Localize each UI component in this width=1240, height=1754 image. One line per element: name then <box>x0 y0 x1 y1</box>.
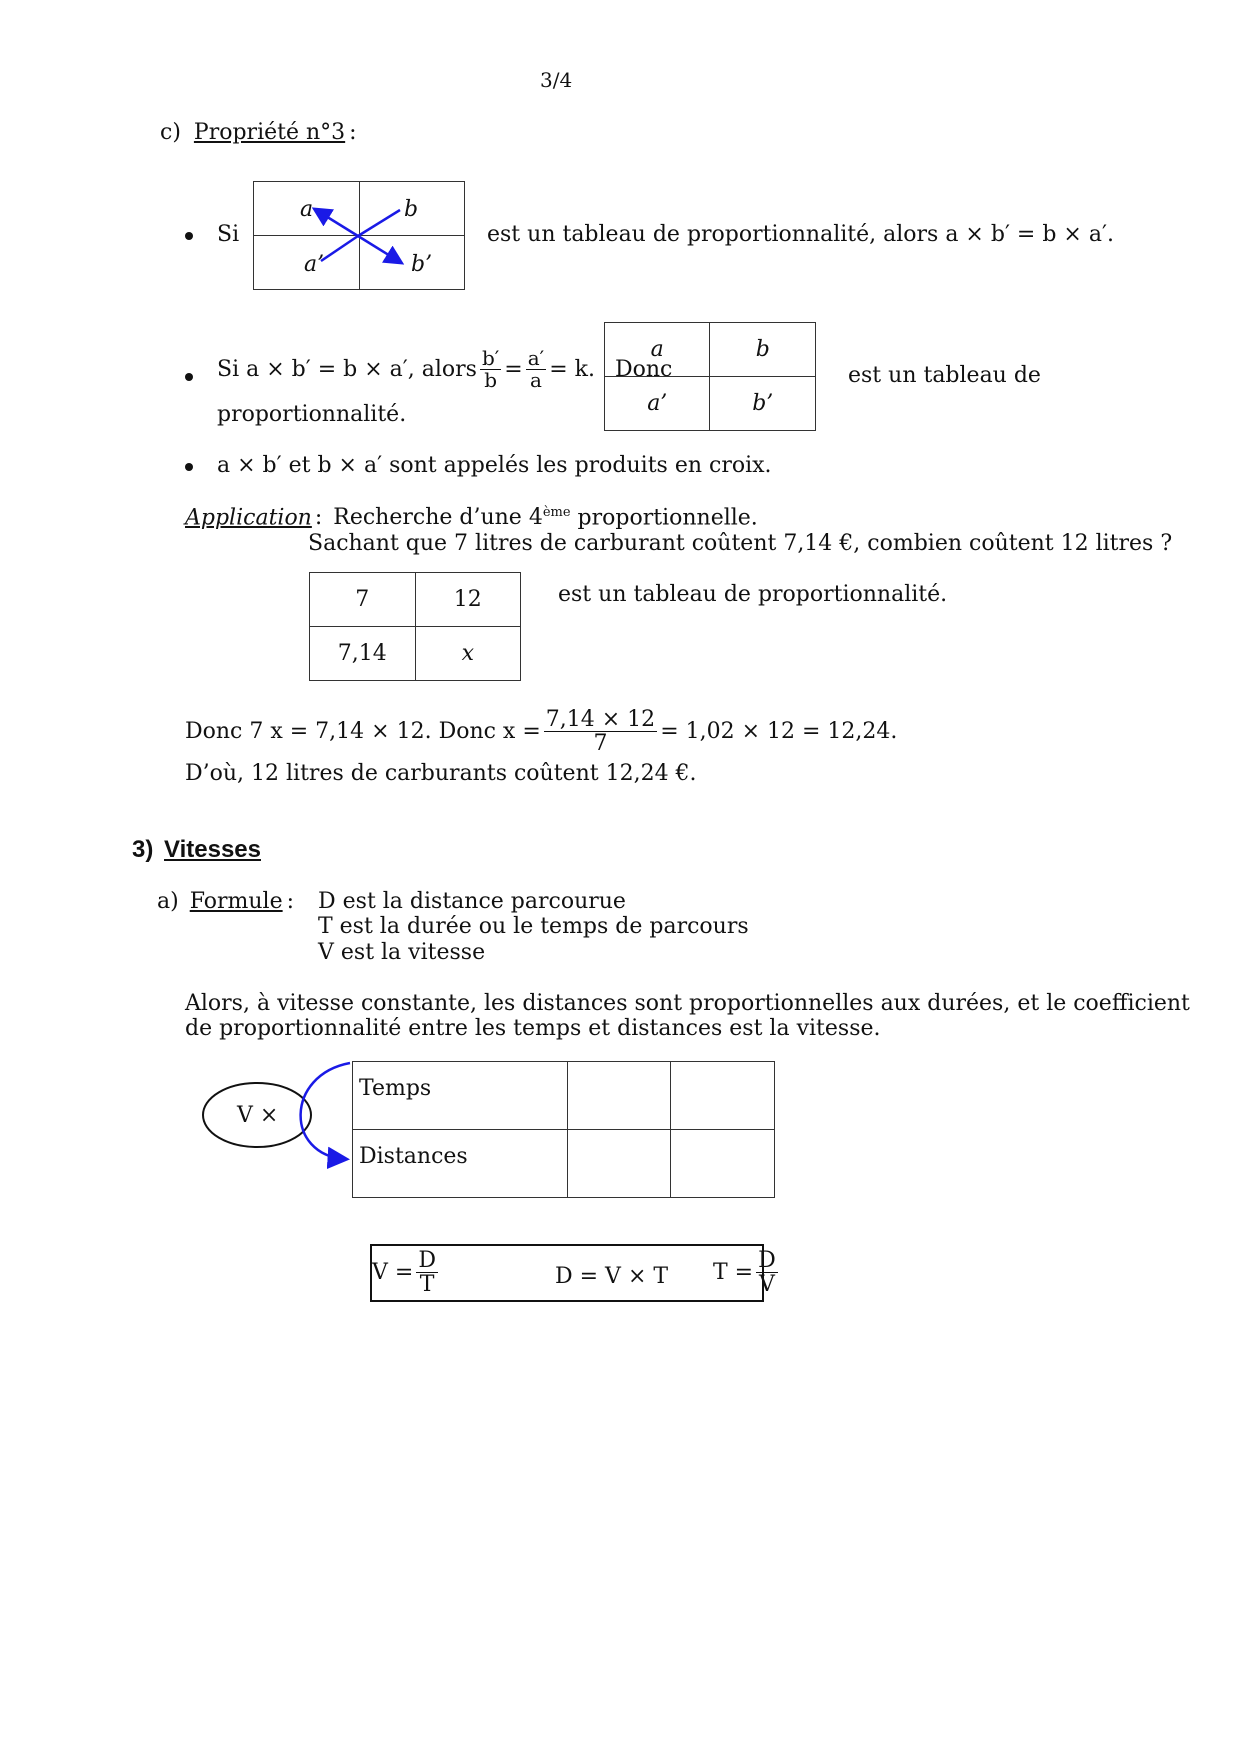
formula-t-fraction <box>756 1249 778 1296</box>
calc-line <box>185 708 897 755</box>
fuel-r2c2: x <box>415 627 520 681</box>
bullet2-donc: Donc <box>614 357 673 382</box>
fuel-r1c1: 7 <box>310 573 416 627</box>
calc-fraction <box>544 708 657 755</box>
cross-b-prime: b’ <box>411 252 433 277</box>
formule-title: Formule <box>189 889 283 914</box>
application-label: Application <box>185 505 312 531</box>
fuel-r1c2: 12 <box>415 573 520 627</box>
prop3-heading <box>160 120 357 145</box>
formule-heading <box>157 889 294 914</box>
application-question: Sachant que 7 litres de carburant coûtent 7,14 €, combien coûtent 12 litres ? <box>308 531 1173 556</box>
bullet-dot-3 <box>185 463 193 471</box>
fuel-table <box>309 572 521 681</box>
fuel-table-text: est un tableau de proportionnalité. <box>558 582 948 607</box>
formula-v-pre: V = <box>372 1260 414 1286</box>
speed-cell-empty-3 <box>567 1130 671 1198</box>
cross-a-prime: a’ <box>304 252 325 277</box>
fraction-a-prime-over-a <box>526 348 546 391</box>
frac1-den: b <box>484 368 498 392</box>
def-v: V est la vitesse <box>318 940 486 965</box>
fraction-b-prime-over-b <box>480 348 501 391</box>
conclusion: D’où, 12 litres de carburants coûtent 12,24 €. <box>185 761 697 786</box>
frac2-den: a <box>530 368 542 392</box>
speed-diagram <box>195 1055 365 1175</box>
ellipse-label: V × <box>237 1103 279 1128</box>
bullet2-text-right: est un tableau de <box>848 363 1041 388</box>
cross-arrows <box>253 181 465 290</box>
speed-cell-empty-1 <box>567 1062 671 1130</box>
application-sup: ème <box>542 505 571 520</box>
formula-t <box>713 1249 781 1296</box>
frac2-num: a′ <box>527 346 545 370</box>
bullet1-text: est un tableau de proportionnalité, alors a × b′ = b × a′. <box>487 222 1114 247</box>
application-text-pre: Recherche d’une 4 <box>333 505 543 531</box>
bullet2-eq: = <box>504 357 523 382</box>
formula-t-den: V <box>758 1272 775 1298</box>
speed-row-distances: Distances <box>353 1130 568 1198</box>
calc-num: 7,14 × 12 <box>545 707 656 732</box>
calc-post: = 1,02 × 12 = 12,24. <box>660 719 898 745</box>
def-t: T est la durée ou le temps de parcours <box>318 914 749 939</box>
def-d: D est la distance parcourue <box>318 889 626 914</box>
formule-colon: : <box>286 889 295 914</box>
arrow-to-b-from-center <box>358 210 400 236</box>
section-number: 3) <box>132 836 154 863</box>
speed-cell-empty-2 <box>671 1062 775 1130</box>
section-vitesses-heading <box>132 836 261 864</box>
bullet1-si: Si <box>217 222 240 247</box>
calc-pre: Donc 7 x = 7,14 × 12. Donc x = <box>185 719 541 745</box>
arrow-to-a <box>316 210 358 236</box>
speed-row-temps: Temps <box>353 1062 568 1130</box>
proportionality-table-ab <box>604 322 816 431</box>
bullet2-text-next: proportionnalité. <box>217 402 407 427</box>
paragraph-line-2: de proportionnalité entre les temps et distances est la vitesse. <box>185 1016 881 1041</box>
fuel-r2c1: 7,14 <box>310 627 416 681</box>
table2-a-prime: a’ <box>605 377 710 431</box>
application-colon: : <box>314 505 323 531</box>
formula-v-den: T <box>419 1272 435 1298</box>
arrow-to-b-prime <box>358 236 400 262</box>
arrow-to-a-prime-line <box>321 236 358 261</box>
page-number: 3/4 <box>540 68 573 92</box>
paragraph-line-1: Alors, à vitesse constante, les distances sont proportionnelles aux durées, et le coefficient <box>185 991 1190 1016</box>
bullet3-text: a × b′ et b × a′ sont appelés les produits en croix. <box>217 453 772 478</box>
cross-a: a <box>300 197 314 222</box>
bullet-dot-2 <box>185 373 193 381</box>
cross-b: b <box>404 197 419 222</box>
application-line <box>185 505 758 530</box>
bullet2-post: = k. <box>549 357 595 382</box>
table2-b: b <box>710 323 816 377</box>
prop3-label: c) <box>160 120 181 145</box>
bullet-dot-1 <box>185 232 193 240</box>
section-title: Vitesses <box>164 836 261 863</box>
speed-cell-empty-4 <box>671 1130 775 1198</box>
formula-t-num: D <box>758 1248 776 1273</box>
formula-d: D = V × T <box>555 1264 669 1289</box>
prop3-colon: : <box>349 120 357 145</box>
formula-t-pre: T = <box>713 1260 754 1286</box>
application-text-post: proportionnelle. <box>570 505 758 531</box>
bullet2-pre: Si a × b′ = b × a′, alors <box>217 357 477 382</box>
formula-v-fraction <box>416 1249 438 1296</box>
speed-table <box>352 1061 775 1198</box>
formula-v <box>372 1249 441 1296</box>
frac1-num: b′ <box>481 346 500 370</box>
prop3-title: Propriété n°3 <box>193 120 346 145</box>
formule-label: a) <box>157 889 179 914</box>
table2-b-prime: b’ <box>710 377 816 431</box>
table2-a: a <box>605 323 710 377</box>
calc-den: 7 <box>593 731 608 757</box>
speed-arrow <box>301 1063 350 1159</box>
formula-v-num: D <box>418 1248 436 1273</box>
